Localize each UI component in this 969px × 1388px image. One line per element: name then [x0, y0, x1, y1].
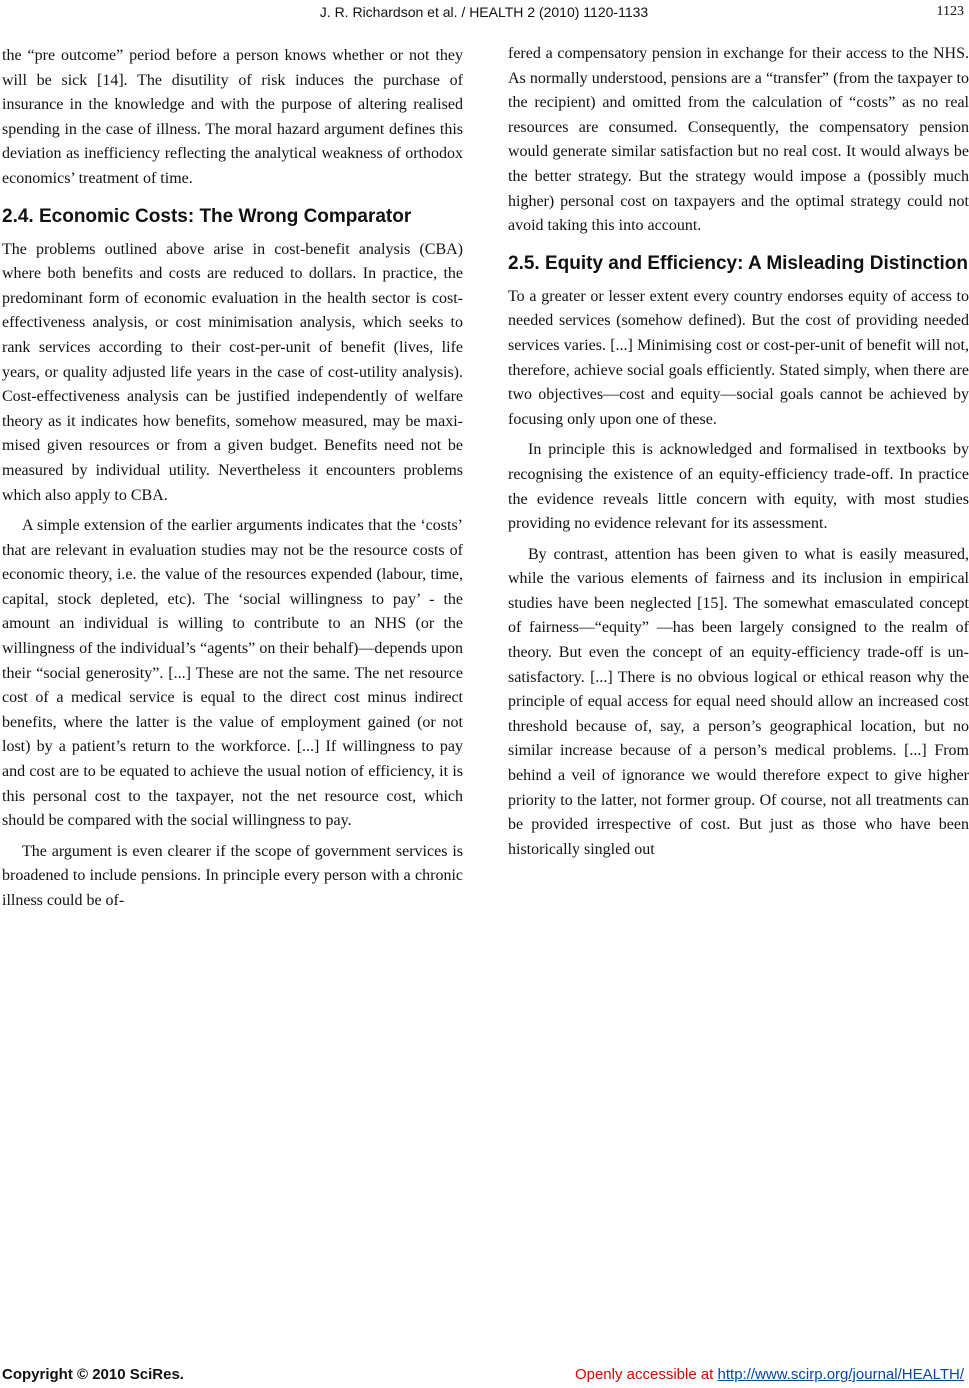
paragraph: In principle this is acknowledged and formalised in textbooks by recognising the existence of an equity-efficiency trade-off. In practice the evidence reveals little concern with equity, with most studies providing no evidence relevant for its assessment. — [508, 441, 969, 533]
running-header — [0, 4, 968, 24]
running-title: J. R. Richardson et al. / HEALTH 2 (2010) 1120-1133 — [319, 4, 649, 20]
paragraph: The problems outlined above arise in cost-benefit analysis (CBA) where both benefits and costs are reduced to dollars. In practice, the predominant form of economic evaluation in the health sector is cost-effectiveness analysis, or cost minimisation analysis, which seeks to rank services according to their cost-per-unit of benefit (lives, life years, or quality adjusted life years in the case of cost-utility analysis). Cost-effectiveness analysis can be justified independently of welfare theory as it indicates how benefits, somehow measured, may be maximised given resources or from a given budget. Benefits need not be measured by individual utility. Nevertheless it encounters problems which also apply to CBA. — [2, 240, 463, 504]
paragraph: To a greater or lesser extent every country endorses equity of access to needed services (somehow defined). But the cost of providing needed services varies. [...] Minimising cost or cost-per-unit of benefit will not, therefore, achieve social goals efficiently. Stated simply, when there are two objectives—cost and equity—social goals cannot be achieved by focusing only upon one of these. — [508, 287, 969, 428]
left-column — [2, 44, 463, 914]
copyright-notice: Copyright © 2010 SciRes. — [2, 1366, 184, 1383]
paragraph: fered a compensatory pension in exchange for their access to the NHS. As normally understood, pensions are a “transfer” (from the taxpayer to the recipient) and omitted from the calculation of “costs” as no real resources are consumed. Consequently, the compensatory pension would generate similar satisfaction but no real cost. It would always be the better strategy. But the strategy would impose a (possibly much higher) personal cost on taxpayers and the optimal strategy could not avoid taking this into account. — [508, 45, 969, 235]
open-access-notice — [575, 1366, 964, 1383]
paragraph: A simple extension of the earlier arguments indicates that the ‘costs’ that are relevant in evaluation studies may not be the resource costs of economic theory, i.e. the value of the resources expended (labour, time, capital, stock depleted, etc). The ‘social willingness to pay’ - the amount an individual is willing to contribute to an NHS (or the willingness of the individual’s “agents” on their behalf)—depends upon their “social generosity”. [...] These are not the same. The net resource cost of a medical service is equal to the direct cost minus indirect benefits, where the latter is the value of employment gained (or not lost) by a patient’s return to the workforce. [...] If willingness to pay and cost are to be equated to achieve the usual notion of efficiency, it is this personal cost to the taxpayer, not the net resource cost, which should be compared with the social willingness to pay. — [2, 517, 463, 830]
paragraph: the “pre outcome” period before a person knows whether or not they will be sick [14]. The disutility of risk induces the purchase of insurance in the knowledge and with the purpose of altering realised spending in the case of illness. The moral hazard argument defines this deviation as inefficiency reflecting the analytical weakness of orthodox economics’ treatment of time. — [2, 47, 463, 187]
open-access-label: Openly accessible at — [574, 1366, 718, 1383]
journal-link[interactable]: http://www.scirp.org/journal/HEALTH/ — [717, 1366, 964, 1383]
section-heading-2-4: 2.4. Economic Costs: The Wrong Comparator — [2, 205, 412, 227]
page-number: 1123 — [936, 4, 964, 19]
section-heading-2-5: 2.5. Equity and Efficiency: A Misleading Distinction — [508, 252, 968, 274]
paragraph: The argument is even clearer if the scope of government services is broadened to include pensions. In principle every person with a chronic illness could be of- — [2, 842, 463, 909]
right-column — [508, 42, 969, 862]
page-footer — [0, 1366, 968, 1386]
paragraph: By contrast, attention has been given to what is easily measured, while the various elements of fairness and its inclusion in empirical studies have been neglected [15]. The somewhat emasculated concept of fairness—“equity” —has been largely consigned to the realm of theory. But even the concept of an equity-efficiency trade-off is unsatisfactory. [...] There is no obvious logical or ethical reason why the principle of equal access for equal need should allow an increased cost threshold because of, say, a person’s geographical location, but no similar increase because of a person’s medical problems. [...] From behind a veil of ignorance we would therefore expect to give higher priority to the latter, not former group. Of course, not all treatments can be provided irrespective of cost. But just as those who have been historically singled out — [508, 545, 969, 858]
